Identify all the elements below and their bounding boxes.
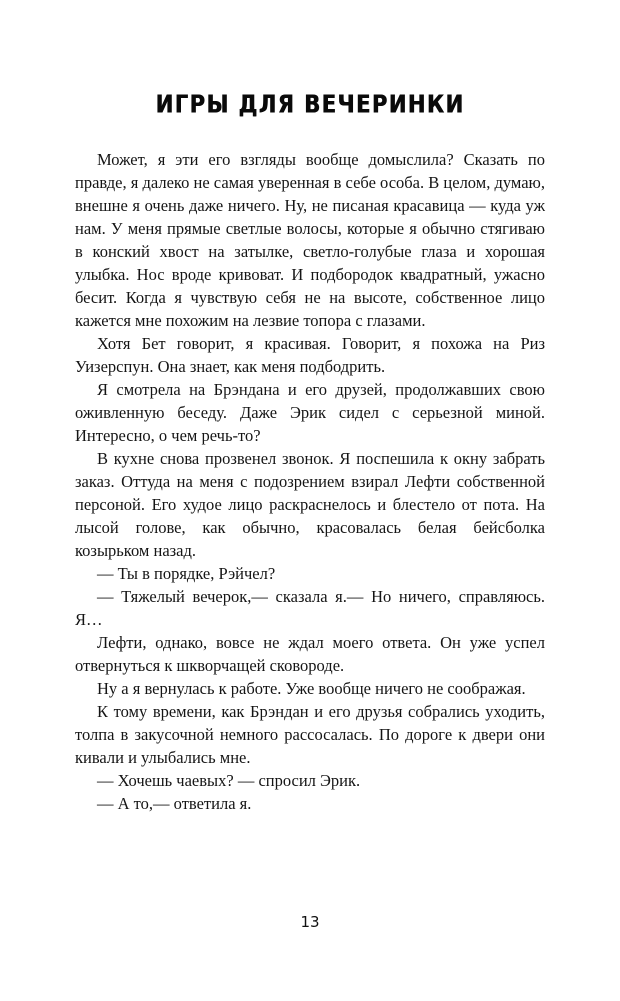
paragraph: — Хочешь чаевых? — спросил Эрик. (97, 771, 361, 790)
paragraph: Я смотрела на Брэндана и его друзей, продолжавших свою оживленную беседу. Даже Эрик сидел с серьезной миной. Интересно, о чем речь-то? (75, 380, 545, 445)
paragraph: Хотя Бет говорит, я красивая. Говорит, я похожа на Риз Уизерспун. Она знает, как меня подбодрить. (75, 334, 545, 376)
page-number: 13 (300, 913, 320, 931)
chapter-title: ИГРЫ ДЛЯ ВЕЧЕРИНКИ (155, 90, 465, 119)
paragraph: — Тяжелый вечерок,— сказала я.— Но ничего, справляюсь. Я… (75, 587, 545, 629)
paragraph: Ну а я вернулась к работе. Уже вообще ничего не соображая. (97, 679, 526, 698)
paragraph: Может, я эти его взгляды вообще домыслила? Сказать по правде, я далеко не самая уверенная в себе особа. В целом, думаю, внешне я очень даже ничего. Ну, не писаная красавица — куда уж нам. У меня прямые светлые волосы, которые я обычно стягиваю в конский хвост на затылке, светло-голубые глаза и хорошая улыбка. Нос вроде кривоват. И подбородок квадратный, ужасно бесит. Когда я чувствую себя не на высоте, собственное лицо кажется мне похожим на лезвие топора с глазами. (75, 150, 545, 330)
paragraph: К тому времени, как Брэндан и его друзья собрались уходить, толпа в закусочной немного рассосалась. По дороге к двери они кивали и улыбались мне. (75, 702, 545, 767)
body-text (75, 148, 545, 815)
paragraph: Лефти, однако, вовсе не ждал моего ответа. Он уже успел отвернуться к шкворчащей сковороде. (75, 633, 545, 675)
paragraph: — Ты в порядке, Рэйчел? (97, 564, 276, 583)
paragraph: В кухне снова прозвенел звонок. Я поспешила к окну забрать заказ. Оттуда на меня с подозрением взирал Лефти собственной персоной. Его худое лицо раскраснелось и блестело от пота. На лысой голове, как обычно, красовалась белая бейсболка козырьком назад. (75, 449, 545, 560)
paragraph: — А то,— ответила я. (97, 794, 252, 813)
